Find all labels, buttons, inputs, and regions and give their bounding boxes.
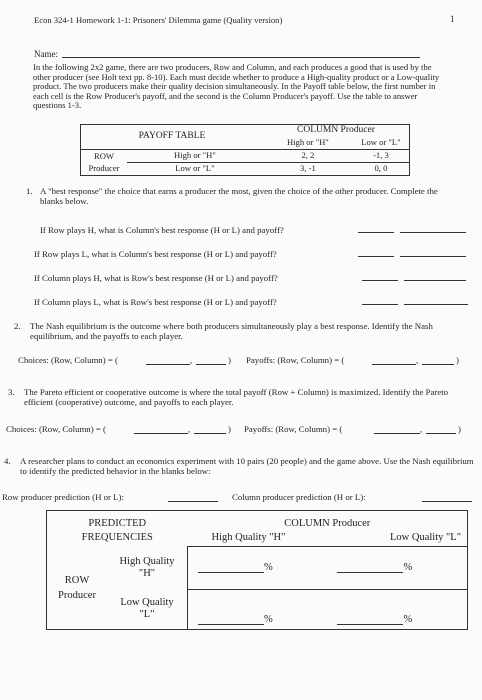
freq-row-label-1: ROW xyxy=(64,574,90,586)
name-label: Name: xyxy=(34,49,58,59)
freq-row-low xyxy=(107,589,188,629)
q3-choice-comma: , xyxy=(188,424,191,434)
q2-text: The Nash equilibrium is the outcome where both producers simultaneously play a best response. Identify the Nash equilibrium, and the payoffs to each player. xyxy=(30,321,433,341)
freq-title-line-1: PREDICTED xyxy=(88,518,147,529)
freq-row-label-2: Producer xyxy=(58,589,96,601)
freq-cell-ll-blank[interactable] xyxy=(337,615,403,625)
freq-cell-ll-pct: % xyxy=(403,614,413,625)
page-number: 1 xyxy=(450,14,455,24)
name-field-line[interactable] xyxy=(62,57,420,58)
freq-cell-hl-pct: % xyxy=(403,562,413,574)
q1-item-2-payoff-blank[interactable] xyxy=(400,256,466,257)
q2-payoff-col-blank[interactable] xyxy=(422,364,454,365)
freq-lq-label-2: "L" xyxy=(139,609,155,621)
freq-cell-ll[interactable] xyxy=(327,589,467,629)
q1-item-4: If Column plays L, what is Row's best response (H or L) and payoff? xyxy=(34,297,277,307)
freq-hq-label-1: High Quality xyxy=(119,555,175,567)
q3-payoff-row-blank[interactable] xyxy=(374,433,420,434)
q2-payoff-comma: , xyxy=(416,355,419,365)
q3-payoff-col-blank[interactable] xyxy=(426,433,456,434)
q1-text: A "best response" the choice that earns a producer the most, given the choice of the other producer. Complete the blanks below. xyxy=(40,186,438,206)
freq-col-high-header: High Quality "H" xyxy=(211,532,286,543)
q1-item-1-response-blank[interactable] xyxy=(358,232,394,233)
freq-row-producer xyxy=(47,547,108,630)
q4-col-prediction-label: Column producer prediction (H or L): xyxy=(232,492,366,502)
freq-col-header xyxy=(188,511,468,547)
q4-row-prediction-label: Row producer prediction (H or L): xyxy=(2,492,124,502)
freq-hq-label-2: "H" xyxy=(138,567,156,579)
freq-cell-lh[interactable] xyxy=(188,589,328,629)
q3-payoffs-label: Payoffs: (Row, Column) = ( xyxy=(244,424,343,434)
q2-choice-comma: , xyxy=(190,355,193,365)
q1-item-4-payoff-blank[interactable] xyxy=(404,304,468,305)
q3-payoff-comma: , xyxy=(420,424,423,434)
payoff-cell-ll: 0, 0 xyxy=(353,162,410,175)
q2-payoff-row-blank[interactable] xyxy=(372,364,416,365)
q1-item-2: If Row plays L, what is Column's best response (H or L) and payoff? xyxy=(34,249,277,259)
freq-cell-lh-blank[interactable] xyxy=(198,615,264,625)
payoff-cell-hh: 2, 2 xyxy=(263,149,353,162)
col-high-header: High or "H" xyxy=(263,137,353,149)
q2-payoff-close: ) xyxy=(456,355,459,365)
freq-table-title xyxy=(47,511,188,547)
freq-cell-hh[interactable] xyxy=(188,547,328,589)
freq-cell-lh-pct: % xyxy=(264,614,273,625)
q2-choice-close: ) xyxy=(228,355,231,365)
q4-text: A researcher plans to conduct an economics experiment with 10 pairs (20 people) and the game above. Use the Nash equilibrium to identify the predicted behavior in the blanks below: xyxy=(20,456,474,476)
q1-item-3-payoff-blank[interactable] xyxy=(404,280,466,281)
freq-cell-hh-blank[interactable] xyxy=(198,563,264,573)
intro-paragraph: In the following 2x2 game, there are two producers, Row and Column, and each produces a good that is used by the other producer (see Holt text pp. 8-10). Each must decide whether to produce a High-quality product or a Low-quality product. The two producers make their quality decision simultaneously. In the Payoff table below, the first number in each cell is the Row Producer's payoff, and the second is the Column Producer's payoff. Use the table to answer questions 1-3. xyxy=(33,62,440,111)
q3-choices-label: Choices: (Row, Column) = ( xyxy=(6,424,106,434)
q4-number: 4. xyxy=(4,456,11,466)
q1-item-1-payoff-blank[interactable] xyxy=(400,232,466,233)
q1-item-3: If Column plays H, what is Row's best response (H or L) and payoff? xyxy=(34,273,278,283)
q4-row-prediction-blank[interactable] xyxy=(168,501,218,502)
q3-choice-row-blank[interactable] xyxy=(134,433,188,434)
q2-choices-label: Choices: (Row, Column) = ( xyxy=(18,355,118,365)
q1-number: 1. xyxy=(26,186,33,196)
freq-col-low-header: Low Quality "L" xyxy=(390,532,461,543)
q2-payoffs-label: Payoffs: (Row, Column) = ( xyxy=(246,355,345,365)
document-header: Econ 324-1 Homework 1-1: Prisoners' Dilemma game (Quality version) xyxy=(34,15,283,25)
freq-cell-hh-pct: % xyxy=(264,562,273,574)
q1-item-3-response-blank[interactable] xyxy=(362,280,398,281)
q2-choice-row-blank[interactable] xyxy=(146,364,190,365)
q3-choice-col-blank[interactable] xyxy=(194,433,226,434)
payoff-cell-hl: -1, 3 xyxy=(353,149,410,162)
q3-choice-close: ) xyxy=(228,424,231,434)
freq-title-line-2: FREQUENCIES xyxy=(81,532,153,543)
freq-row-high xyxy=(107,547,188,589)
row-producer-label-1: ROW xyxy=(93,150,115,161)
predicted-frequencies-table xyxy=(46,510,468,630)
freq-lq-label-1: Low Quality xyxy=(120,597,174,609)
q2-choice-col-blank[interactable] xyxy=(196,364,226,365)
freq-column-producer-label: COLUMN Producer xyxy=(284,518,371,529)
payoff-cell-lh: 3, -1 xyxy=(263,162,353,175)
row-high-header: High or "H" xyxy=(127,149,263,162)
q2-number: 2. xyxy=(14,321,21,331)
payoff-table-title: PAYOFF TABLE xyxy=(81,125,263,150)
column-producer-label: COLUMN Producer xyxy=(297,125,375,136)
q3-number: 3. xyxy=(8,387,15,397)
row-producer-label-2: Producer xyxy=(88,163,120,174)
payoff-table xyxy=(80,124,410,176)
col-low-header: Low or "L" xyxy=(353,137,410,149)
row-low-header: Low or "L" xyxy=(127,162,263,175)
q1-item-4-response-blank[interactable] xyxy=(362,304,398,305)
q3-payoff-close: ) xyxy=(458,424,461,434)
q4-col-prediction-blank[interactable] xyxy=(422,501,472,502)
q1-item-2-response-blank[interactable] xyxy=(358,256,394,257)
q3-text: The Pareto efficient or cooperative outcome is where the total payoff (Row + Column) is maximized. Identify the Pareto efficient (cooperative) outcome, and payoffs to each player. xyxy=(24,387,449,407)
freq-cell-hl[interactable] xyxy=(327,547,467,589)
freq-cell-hl-blank[interactable] xyxy=(337,563,403,573)
q1-item-1: If Row plays H, what is Column's best response (H or L) and payoff? xyxy=(40,225,284,235)
